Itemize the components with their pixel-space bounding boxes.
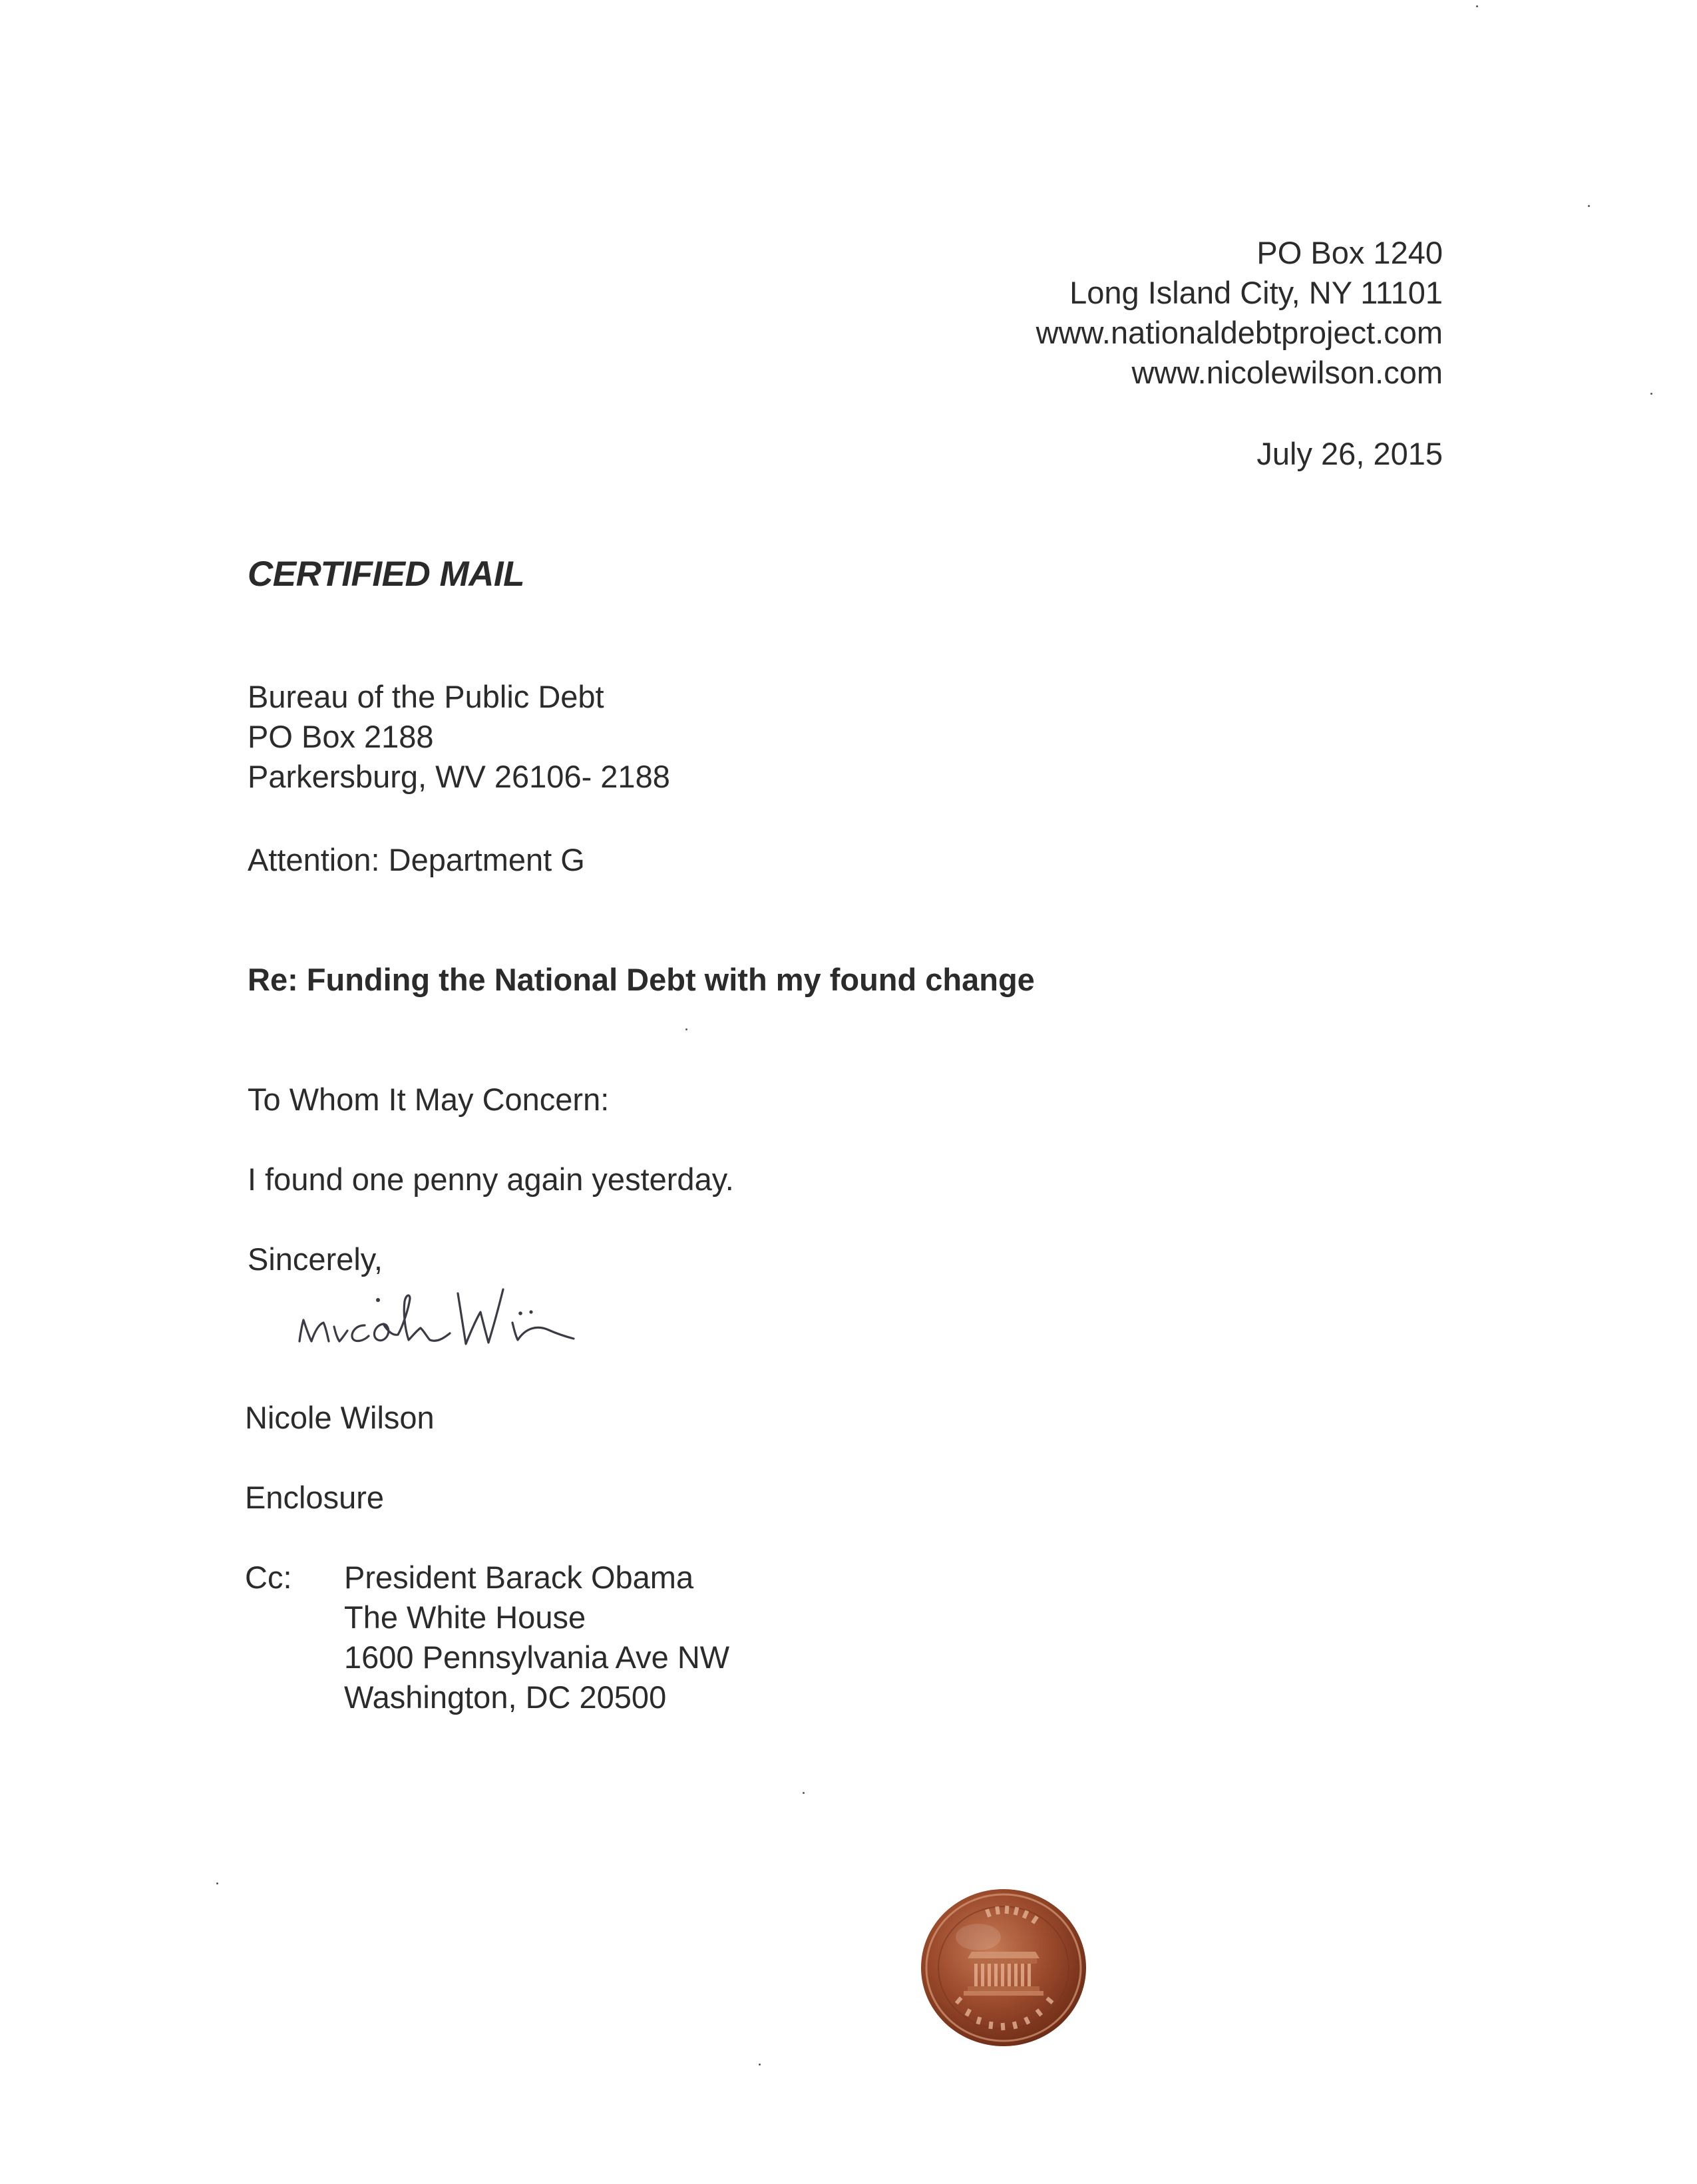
closing: Sincerely,	[248, 1241, 383, 1277]
return-address-website: www.nationaldebtproject.com	[1036, 315, 1443, 350]
subject-line: Re: Funding the National Debt with my found change	[248, 962, 1035, 997]
return-address-line: Long Island City, NY 11101	[1069, 275, 1443, 310]
scan-speck	[216, 1882, 218, 1884]
body-paragraph: I found one penny again yesterday.	[248, 1162, 734, 1197]
recipient-line: Parkersburg, WV 26106- 2188	[248, 759, 670, 794]
cc-line: President Barack Obama	[344, 1560, 694, 1595]
attention-line: Attention: Department G	[248, 842, 585, 877]
penny-coin-image	[917, 1885, 1090, 2050]
return-address-website: www.nicolewilson.com	[1131, 355, 1443, 390]
certified-mail-notice: CERTIFIED MAIL	[248, 554, 525, 594]
salutation: To Whom It May Concern:	[248, 1082, 610, 1117]
scan-speck	[1650, 393, 1652, 395]
cc-line: 1600 Pennsylvania Ave NW	[344, 1639, 730, 1675]
cc-line: The White House	[344, 1600, 586, 1635]
scan-speck	[803, 1792, 805, 1794]
recipient-address	[248, 677, 670, 797]
scan-speck	[1476, 5, 1478, 7]
return-address-line: PO Box 1240	[1256, 235, 1443, 270]
scan-speck	[685, 1028, 687, 1030]
enclosure-note: Enclosure	[245, 1480, 384, 1515]
cc-recipient	[344, 1558, 729, 1717]
recipient-line: PO Box 2188	[248, 719, 434, 754]
cc-label: Cc:	[245, 1560, 292, 1595]
scan-speck	[1588, 205, 1590, 207]
signer-name: Nicole Wilson	[245, 1400, 435, 1435]
scan-speck	[759, 2064, 761, 2066]
recipient-line: Bureau of the Public Debt	[248, 679, 604, 714]
letter-date: July 26, 2015	[1256, 436, 1443, 471]
return-address	[1036, 233, 1443, 393]
cc-line: Washington, DC 20500	[344, 1679, 667, 1715]
handwritten-signature	[286, 1261, 646, 1375]
